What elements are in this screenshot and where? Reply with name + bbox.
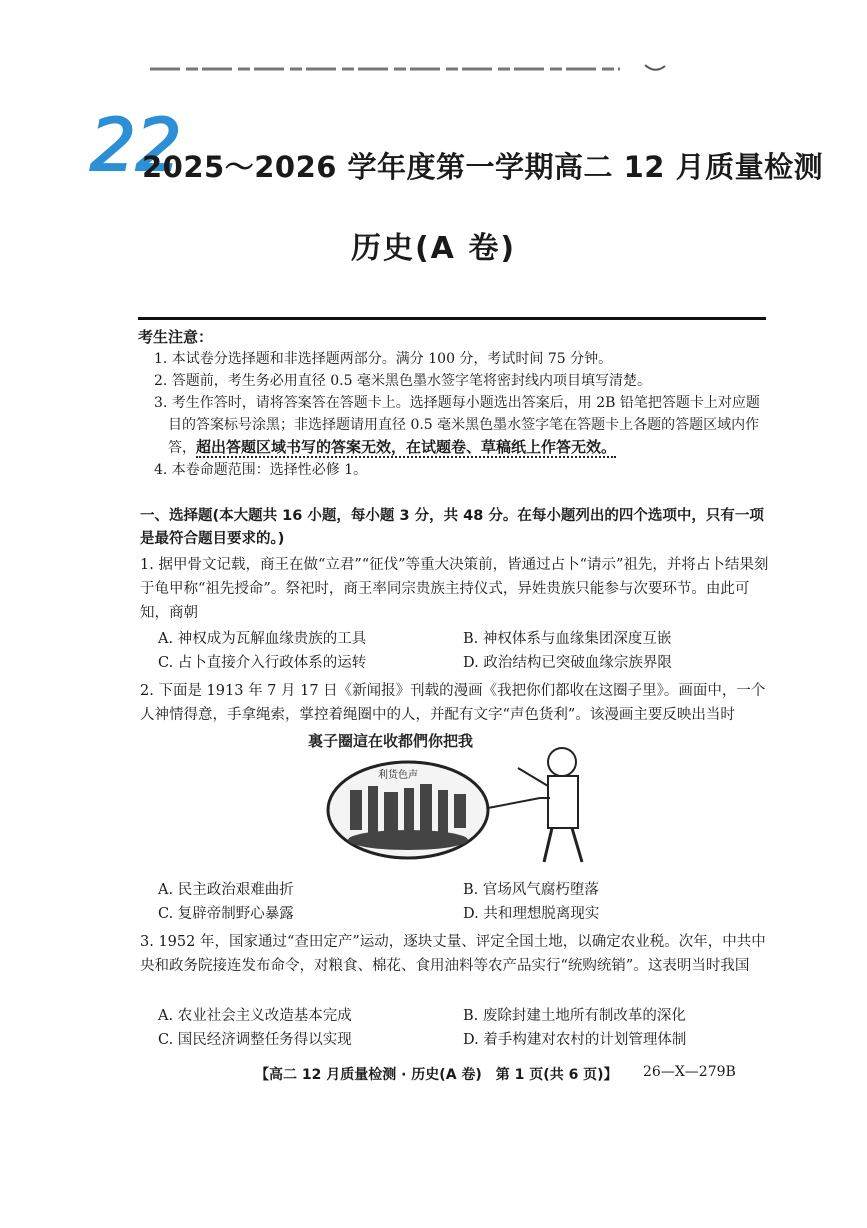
option-a: A. 农业社会主义改造基本完成: [158, 1008, 352, 1024]
cartoon-illustration: [300, 728, 600, 868]
option-b: B. 废除封建土地所有制改革的深化: [463, 1008, 686, 1024]
exam-code: 26—X—279B: [643, 1064, 736, 1080]
scan-artifact-line: [150, 64, 670, 74]
option-d: D. 政治结构已突破血缘宗族界限: [463, 655, 672, 671]
header-divider: [138, 317, 766, 320]
svg-text:22: 22: [90, 103, 182, 180]
section-heading: 一、选择题(本大题共 16 小题，每小题 3 分，共 48 分。在每小题列出的四个选项中，只有一项是最符合题目要求的。): [140, 508, 764, 547]
question-stem: 2. 下面是 1913 年 7 月 17 日《新闻报》刊载的漫画《我把你们都收在这圈子里》。画面中，一个人神情得意，手拿绳索，掌控着绳圈中的人，并配有文字“声色货利”。该漫画主要反映出当时: [140, 683, 766, 723]
notice-emphasis: 超出答题区域书写的答案无效，在试题卷、草稿纸上作答无效。: [196, 438, 617, 456]
notice-item: 2. 答题前，考生务必用直径 0.5 毫米黑色墨水签字笔将密封线内项目填写清楚。: [154, 373, 651, 389]
notice-item: [138, 392, 770, 459]
cartoon-caption: 裏子圈這在收都們你把我: [308, 732, 474, 750]
page-footer: 【高二 12 月质量检测 · 历史(A 卷) 第 1 页(共 6 页)】: [255, 1067, 618, 1083]
notice-heading: 考生注意：: [138, 328, 214, 346]
option-a: A. 民主政治艰难曲折: [158, 882, 294, 898]
question-options: [158, 878, 768, 926]
option-c: C. 复辟帝制野心暴露: [158, 906, 294, 922]
option-b: B. 官场风气腐朽堕落: [463, 882, 599, 898]
cartoon-label: 利货色声: [378, 770, 418, 781]
option-b: B. 神权体系与血缘集团深度互嵌: [463, 631, 672, 647]
question-stem: 3. 1952 年，国家通过“查田定产”运动，逐块丈量、评定全国土地，以确定农业税。次年，中共中央和政务院接连发布命令，对粮食、棉花、食用油料等农产品实行“统购统销”。这表明当时我国: [140, 934, 766, 974]
exam-subtitle: 历史(A 卷): [350, 231, 517, 266]
option-c: C. 国民经济调整任务得以实现: [158, 1032, 352, 1048]
option-a: A. 神权成为瓦解血缘贵族的工具: [158, 631, 367, 647]
exam-title: 2025～2026 学年度第一学期高二 12 月质量检测: [142, 150, 824, 184]
notice-item: 1. 本试卷分选择题和非选择题两部分。满分 100 分，考试时间 75 分钟。: [154, 351, 613, 367]
option-d: D. 共和理想脱离现实: [463, 906, 600, 922]
option-c: C. 占卜直接介入行政体系的运转: [158, 655, 367, 671]
question-stem: 1. 据甲骨文记载，商王在做“立君”“征伐”等重大决策前，皆通过占卜“请示”祖先，并将占卜结果刻于龟甲称“祖先授命”。祭祀时，商王率同宗贵族主持仪式，异姓贵族只能参与次要环节。由此可知，商朝: [140, 557, 769, 621]
notice-item-text: 3. 考生作答时，请将答案答在答题卡上。选择题每小题选出答案后，用 2B 铅笔把答题卡上对应题目的答案标号涂黑；非选择题请用直径 0.5 毫米黑色墨水签字笔在答题卡上各题的答题区域内作答，: [154, 395, 760, 456]
notice-item: 4. 本卷命题范围：选择性必修 1。: [154, 462, 368, 478]
notice-block: [138, 326, 770, 481]
question-options: [158, 627, 768, 675]
option-d: D. 着手构建对农村的计划管理体制: [463, 1032, 687, 1048]
question-options: [158, 1004, 768, 1052]
